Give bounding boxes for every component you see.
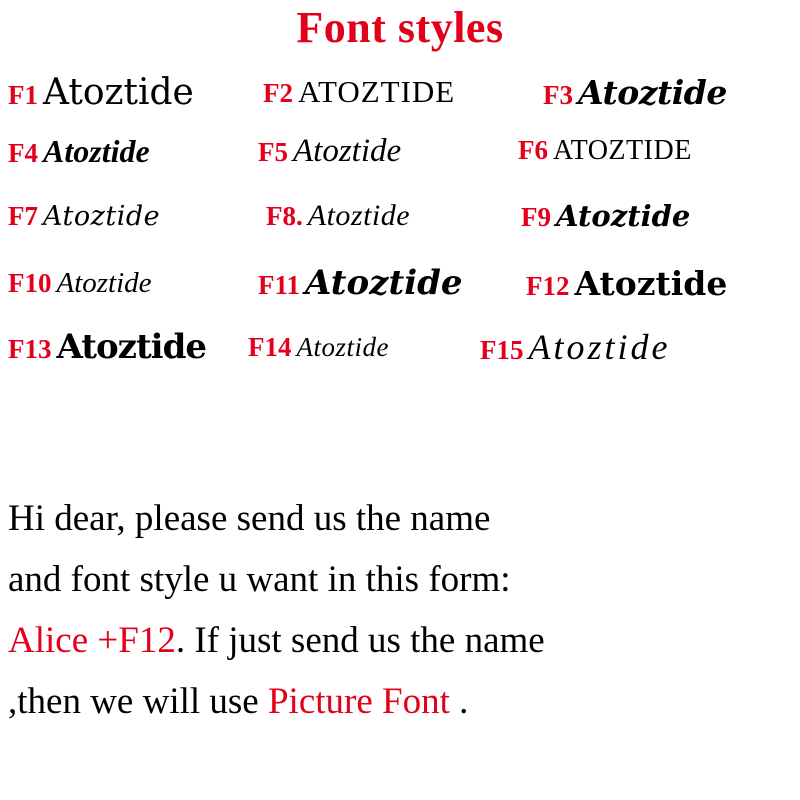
font-sample-text: Atoztide (574, 263, 728, 303)
font-code-label: F6 (518, 135, 548, 165)
instructions-line-4-end: . (459, 681, 469, 722)
default-font-name: Picture Font (267, 681, 450, 722)
font-style-grid (8, 64, 792, 378)
font-grid-row (8, 316, 792, 378)
font-code-label: F15 (480, 335, 524, 365)
instructions-block (8, 488, 792, 732)
font-grid-row (8, 250, 792, 316)
example-order-format: Alice +F12 (8, 620, 176, 661)
font-code-label: F3 (543, 79, 573, 110)
font-sample-text: ATOZTIDE (553, 135, 692, 166)
font-sample-text: Atoztide (293, 132, 402, 169)
font-code-label: F10 (8, 267, 52, 298)
instructions-line-2: and font style u want in this form: (8, 559, 511, 600)
font-option-f6[interactable] (518, 135, 778, 167)
font-option-f13[interactable] (8, 327, 248, 367)
font-option-f11[interactable] (258, 263, 526, 303)
font-code-label: F13 (8, 334, 52, 364)
font-sample-text: Atoztide (56, 266, 152, 299)
font-sample-text: Atoztide (43, 132, 150, 169)
font-code-label: F4 (8, 137, 38, 168)
font-sample-text: Atoztide (56, 327, 206, 367)
font-sample-text: Atoztide (305, 263, 463, 303)
font-sample-text: Atoztide (307, 199, 411, 232)
font-sample-text: Atoztide (556, 199, 691, 233)
instructions-line-4-start: ,then we will use (8, 681, 259, 722)
font-option-f2[interactable] (263, 74, 543, 110)
font-option-f15[interactable] (480, 326, 770, 368)
font-grid-row (8, 120, 792, 182)
font-code-label: F2 (263, 78, 293, 108)
font-code-label: F8. (266, 201, 303, 231)
font-option-f5[interactable] (258, 133, 518, 170)
font-sample-text: Atoztide (528, 327, 671, 367)
font-grid-row (8, 182, 792, 250)
font-option-f3[interactable] (543, 73, 792, 112)
font-option-f9[interactable] (521, 199, 771, 233)
instructions-line-3 (8, 610, 792, 671)
font-grid-row (8, 64, 792, 120)
instructions-line-4 (8, 671, 792, 732)
font-option-f1[interactable] (8, 72, 263, 113)
instructions-line-1: Hi dear, please send us the name (8, 498, 491, 539)
font-option-f4[interactable] (8, 133, 258, 170)
font-sample-text: Atoztide (43, 71, 194, 113)
font-code-label: F9 (521, 202, 551, 232)
font-option-f14[interactable] (248, 332, 480, 363)
font-code-label: F7 (8, 200, 38, 231)
page-title: Font styles (296, 3, 504, 52)
font-sample-text: Atoztide (43, 200, 161, 232)
font-option-f10[interactable] (8, 267, 258, 300)
font-sample-text: Atoztide (578, 72, 727, 112)
font-code-label: F12 (526, 270, 570, 301)
font-sample-text: Atoztide (296, 331, 389, 362)
font-option-f12[interactable] (526, 264, 771, 303)
font-code-label: F5 (258, 136, 288, 167)
font-option-f7[interactable] (8, 201, 266, 232)
font-code-label: F14 (248, 331, 292, 362)
instructions-line-3-rest: . If just send us the name (175, 620, 545, 661)
font-sample-text: ATOZTIDE (298, 74, 456, 109)
font-code-label: F1 (8, 79, 38, 110)
font-code-label: F11 (258, 270, 301, 300)
font-option-f8[interactable] (266, 199, 521, 233)
